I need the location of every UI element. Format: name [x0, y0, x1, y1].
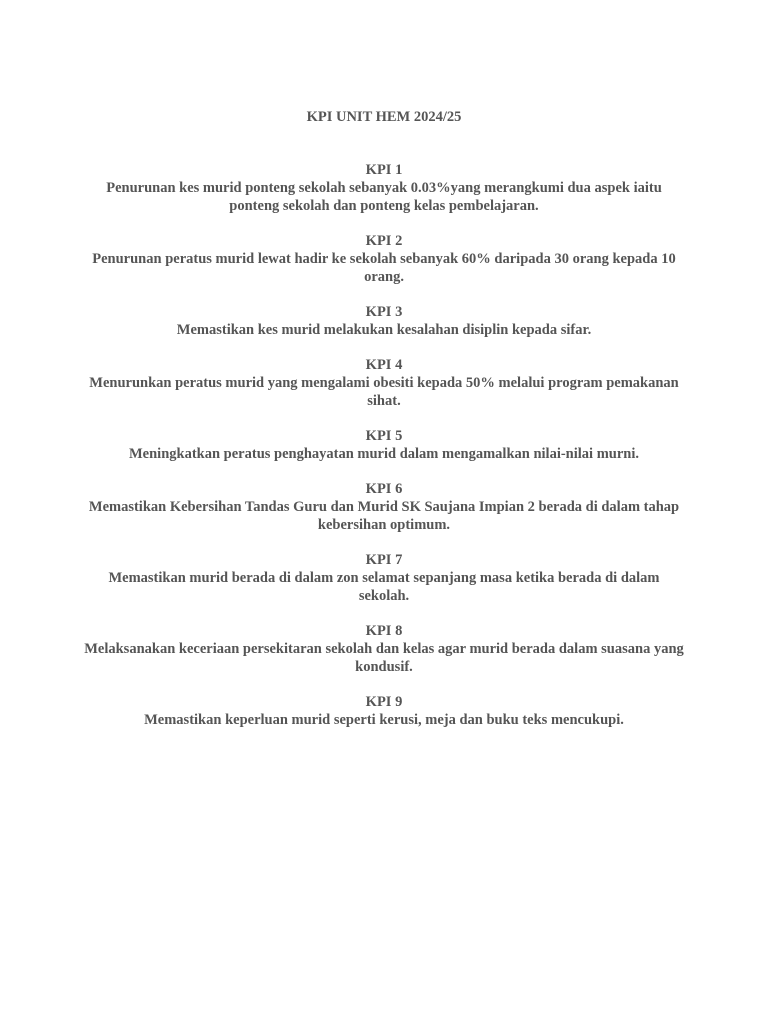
kpi-item-9	[84, 693, 684, 729]
kpi-description: Penurunan peratus murid lewat hadir ke sekolah sebanyak 60% daripada 30 orang kepada 10 orang.	[92, 251, 676, 285]
kpi-description: Melaksanakan keceriaan persekitaran sekolah dan kelas agar murid berada dalam suasana yang kondusif.	[84, 641, 684, 675]
kpi-description: Memastikan keperluan murid seperti kerusi, meja dan buku teks mencukupi.	[144, 712, 624, 728]
kpi-label: KPI 8	[365, 623, 403, 639]
kpi-description: Penurunan kes murid ponteng sekolah sebanyak 0.03%yang merangkumi dua aspek iaitu ponteng sekolah dan ponteng kelas pembelajaran.	[106, 180, 662, 214]
kpi-label: KPI 5	[365, 428, 403, 444]
kpi-item-3	[84, 303, 684, 339]
kpi-label: KPI 3	[365, 304, 403, 320]
kpi-description: Memastikan kes murid melakukan kesalahan disiplin kepada sifar.	[176, 322, 592, 338]
kpi-description: Memastikan murid berada di dalam zon selamat sepanjang masa ketika berada di dalam sekolah.	[108, 570, 660, 604]
kpi-label: KPI 1	[365, 162, 403, 178]
kpi-item-1	[84, 161, 684, 215]
kpi-item-5	[84, 427, 684, 463]
kpi-item-8	[84, 622, 684, 676]
kpi-label: KPI 9	[365, 694, 403, 710]
kpi-item-4	[84, 356, 684, 410]
kpi-description: Meningkatkan peratus penghayatan murid dalam mengamalkan nilai-nilai murni.	[129, 446, 639, 462]
kpi-item-7	[84, 551, 684, 605]
document-title: KPI UNIT HEM 2024/25	[306, 109, 462, 125]
kpi-description: Memastikan Kebersihan Tandas Guru dan Murid SK Saujana Impian 2 berada di dalam tahap kebersihan optimum.	[88, 499, 680, 533]
kpi-label: KPI 7	[365, 552, 403, 568]
kpi-description: Menurunkan peratus murid yang mengalami obesiti kepada 50% melalui program pemakanan sihat.	[89, 375, 679, 409]
kpi-item-2	[84, 232, 684, 286]
kpi-label: KPI 6	[365, 481, 403, 497]
kpi-label: KPI 2	[365, 233, 403, 249]
kpi-label: KPI 4	[365, 357, 403, 373]
kpi-item-6	[84, 480, 684, 534]
